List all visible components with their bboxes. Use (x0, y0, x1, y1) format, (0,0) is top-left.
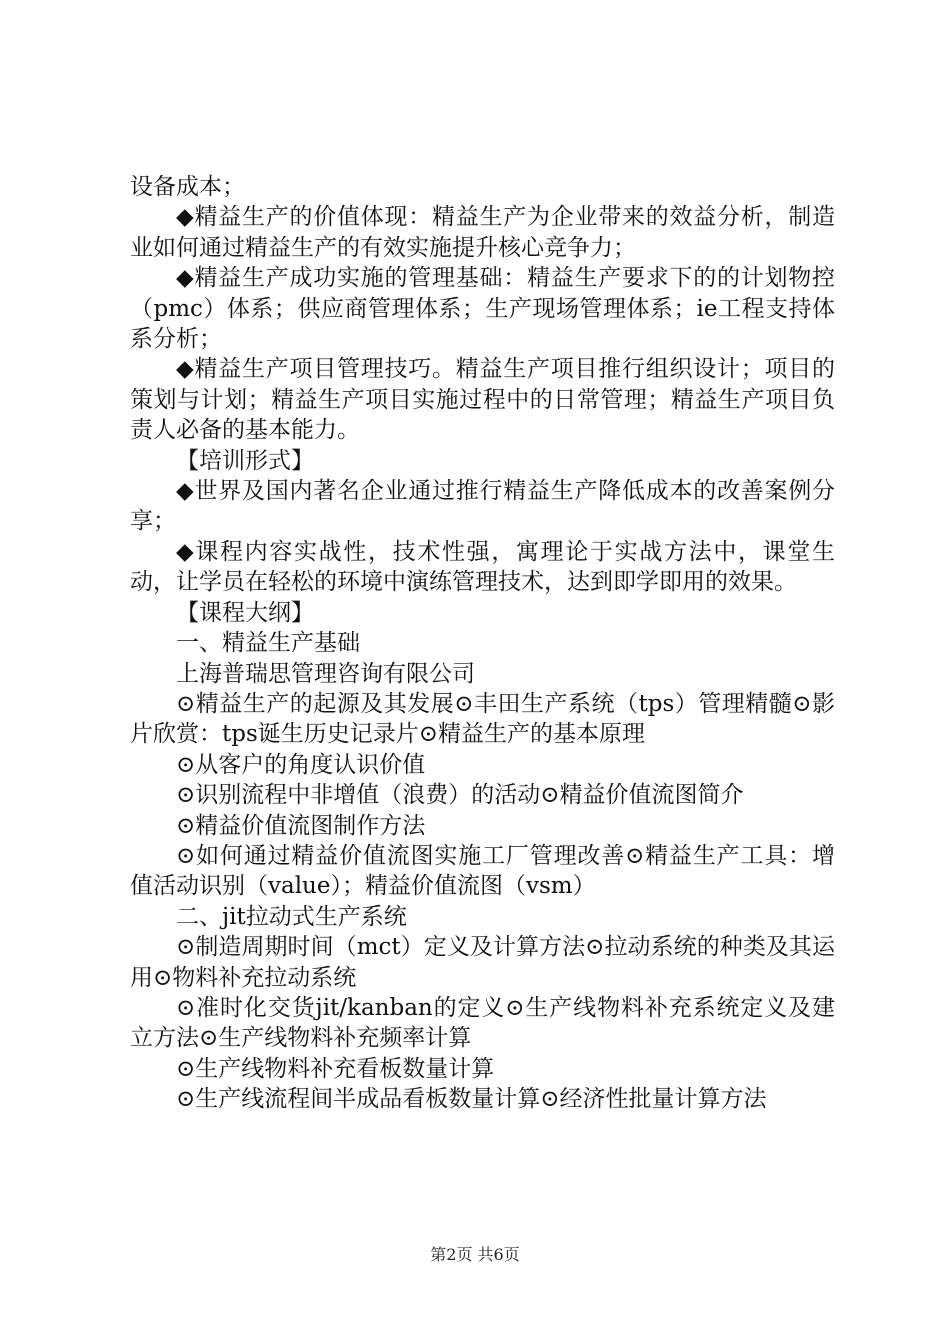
paragraph: ◆精益生产成功实施的管理基础：精益生产要求下的的计划物控（pmc）体系；供应商管理体系；生产现场管理体系；ie工程支持体系分析； (130, 265, 835, 353)
outline-item: ⊙生产线物料补充看板数量计算 (176, 1055, 495, 1082)
page-footer: 第2页 共6页 (430, 1245, 520, 1264)
company-name: 上海普瑞思管理咨询有限公司 (176, 660, 475, 687)
outline-heading: 一、精益生产基础 (176, 630, 360, 657)
outline-item: ⊙从客户的角度认识价值 (176, 751, 426, 778)
paragraph: 设备成本； (130, 174, 245, 200)
outline-item: ⊙制造周期时间（mct）定义及计算方法⊙拉动系统的种类及其运用⊙物料补充拉动系统 (130, 934, 835, 991)
outline-item: ⊙识别流程中非增值（浪费）的活动⊙精益价值流图简介 (176, 782, 744, 809)
outline-item: ⊙生产线流程间半成品看板数量计算⊙经济性批量计算方法 (176, 1086, 767, 1113)
section-heading: 【课程大纲】 (176, 599, 314, 626)
document-body (130, 172, 835, 1115)
outline-heading: 二、jit拉动式生产系统 (176, 903, 407, 930)
section-heading: 【培训形式】 (176, 447, 314, 474)
paragraph: ◆精益生产的价值体现：精益生产为企业带来的效益分析，制造业如何通过精益生产的有效实施提升核心竞争力； (130, 204, 835, 261)
outline-item: ⊙如何通过精益价值流图实施工厂管理改善⊙精益生产工具：增值活动识别（value）；精益价值流图（vsm） (130, 842, 835, 900)
paragraph: ◆世界及国内著名企业通过推行精益生产降低成本的改善案例分享； (130, 478, 835, 535)
outline-item: ⊙精益价值流图制作方法 (176, 812, 426, 839)
paragraph: ◆课程内容实战性，技术性强，寓理论于实战方法中，课堂生动，让学员在轻松的环境中演练管理技术，达到即学即用的效果。 (130, 538, 835, 596)
outline-item: ⊙准时化交货jit/kanban的定义⊙生产线物料补充系统定义及建立方法⊙生产线物料补充频率计算 (130, 994, 835, 1052)
outline-item: ⊙精益生产的起源及其发展⊙丰田生产系统（tps）管理精髓⊙影片欣赏：tps诞生历史记录片⊙精益生产的基本原理 (130, 690, 835, 748)
paragraph: ◆精益生产项目管理技巧。精益生产项目推行组织设计；项目的策划与计划；精益生产项目实施过程中的日常管理；精益生产项目负责人必备的基本能力。 (130, 356, 835, 444)
